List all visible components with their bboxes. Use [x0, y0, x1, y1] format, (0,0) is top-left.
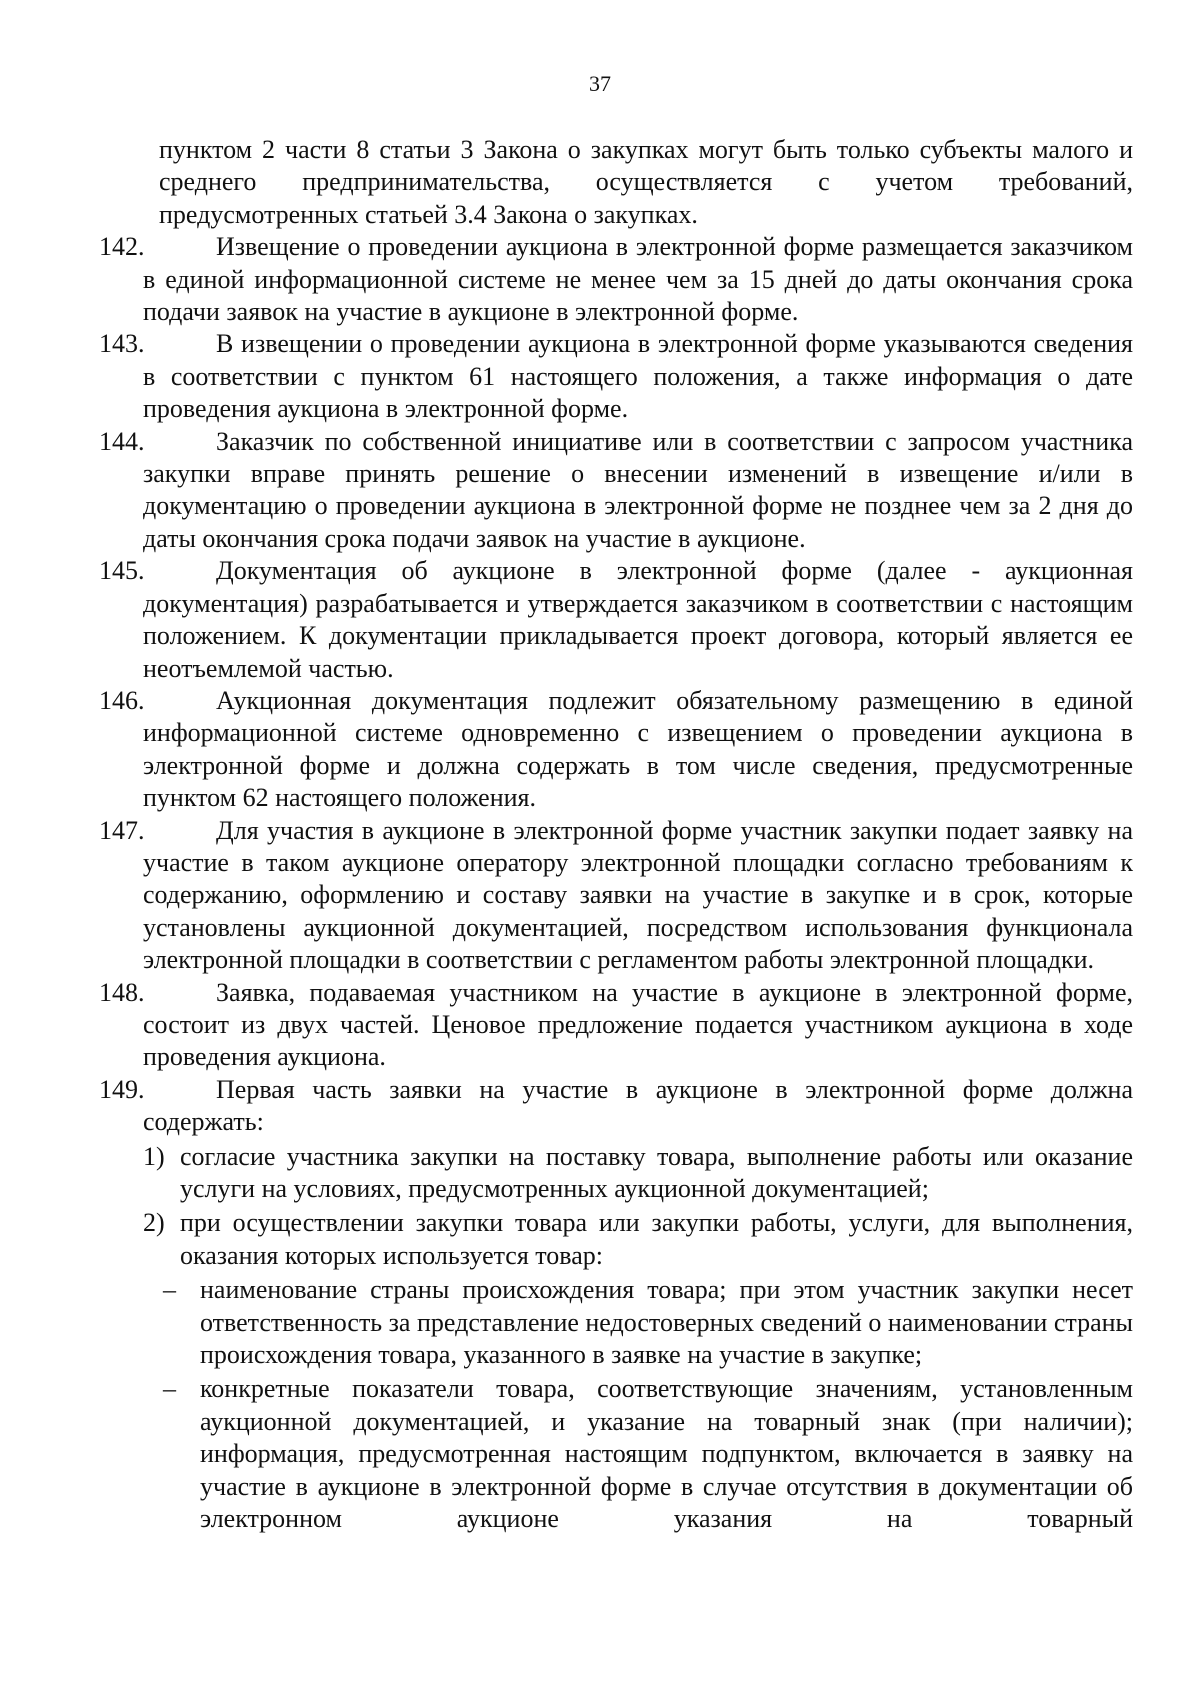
document-body — [99, 134, 1133, 1535]
clause-text: Заказчик по собственной инициативе или в соответствии с запросом участника закупки вправе принять решение о внесении изменений в извещение и/или в документацию о проведении аукциона в электронной форме не позднее чем за 2 дня до даты окончания срока подачи заявок на участие в аукционе. — [143, 426, 1133, 553]
subitem-text: согласие участника закупки на поставку товара, выполнение работы или оказание услуги на условиях, предусмотренных аукционной документацией; — [180, 1141, 1133, 1203]
clause-148 — [99, 977, 1133, 1074]
subitem-2 — [143, 1207, 1133, 1272]
subitem-text: при осуществлении закупки товара или закупки работы, услуги, для выполнения, оказания которых используется товар: — [180, 1208, 1133, 1270]
clause-number: 144. — [99, 426, 145, 456]
clause-text: Для участия в аукционе в электронной форме участник закупки подает заявку на участие в таком аукционе оператору электронной площадки согласно требованиям к содержанию, оформлению и составу заявки на участие в закупке и в срок, которые установлены аукционной документацией, посредством использования функционала электронной площадки в соответствии с регламентом работы электронной площадки. — [143, 815, 1133, 975]
dash-item-product-characteristics — [163, 1373, 1133, 1535]
dash-bullet: – — [163, 1374, 176, 1404]
clause-number: 149. — [99, 1074, 145, 1104]
clause-number: 148. — [99, 977, 145, 1007]
clause-143 — [99, 328, 1133, 425]
dash-item-text: конкретные показатели товара, соответствующие значениям, установленным аукционной документацией, и указание на товарный знак (при наличии); информация, предусмотренная настоящим подпунктом, включается в заявку на участие в аукционе в электронной форме в случае отсутствия в документации об электронном аукционе указания на товарный — [200, 1374, 1133, 1534]
clause-145 — [99, 555, 1133, 685]
clause-text: Заявка, подаваемая участником на участие в аукционе в электронной форме, состоит из двух частей. Ценовое предложение подается участником аукциона в ходе проведения аукциона. — [143, 977, 1133, 1072]
dash-item-text: наименование страны происхождения товара; при этом участник закупки несет ответственность за представление недостоверных сведений о наименовании страны происхождения товара, указанного в заявке на участие в закупке; — [200, 1275, 1133, 1370]
dash-item-country-of-origin — [163, 1274, 1133, 1371]
clause-text: Документация об аукционе в электронной форме (далее - аукционная документация) разрабатывается и утверждается заказчиком в соответствии с настоящим положением. К документации прикладывается проект договора, который является ее неотъемлемой частью. — [143, 556, 1133, 683]
clause-text: Аукционная документация подлежит обязательному размещению в единой информационной системе одновременно с извещением о проведении аукциона в электронной форме и должна содержать в том числе сведения, предусмотренные пунктом 62 настоящего положения. — [143, 685, 1133, 813]
clause-text: Извещение о проведении аукциона в электронной форме размещается заказчиком в единой информационной системе не менее чем за 15 дней до даты окончания срока подачи заявок на участие в аукционе в электронной форме. — [143, 232, 1133, 327]
subitem-number: 2) — [143, 1208, 165, 1238]
clause-number: 145. — [99, 556, 145, 586]
intro-continuation-paragraph: пунктом 2 части 8 статьи 3 Закона о закупках могут быть только субъекты малого и среднего предпринимательства, осуществляется с учетом требований, предусмотренных статьей 3.4 Закона о закупках. — [159, 135, 1133, 229]
clause-144 — [99, 426, 1133, 556]
clause-142 — [99, 231, 1133, 328]
clause-number: 142. — [99, 232, 145, 262]
dash-bullet: – — [163, 1275, 176, 1305]
clause-number: 146. — [99, 685, 145, 715]
clause-text: Первая часть заявки на участие в аукционе в электронной форме должна содержать: — [143, 1074, 1133, 1137]
clause-number: 143. — [99, 329, 145, 359]
clause-146 — [99, 685, 1133, 815]
subitem-1 — [143, 1141, 1133, 1206]
page-number: 37 — [589, 71, 611, 96]
clause-149 — [99, 1074, 1133, 1139]
clause-text: В извещении о проведении аукциона в электронной форме указываются сведения в соответствии с пунктом 61 настоящего положения, а также информация о дате проведения аукциона в электронной форме. — [143, 329, 1133, 424]
clause-147 — [99, 815, 1133, 977]
clause-number: 147. — [99, 815, 145, 845]
subitem-number: 1) — [143, 1141, 165, 1171]
